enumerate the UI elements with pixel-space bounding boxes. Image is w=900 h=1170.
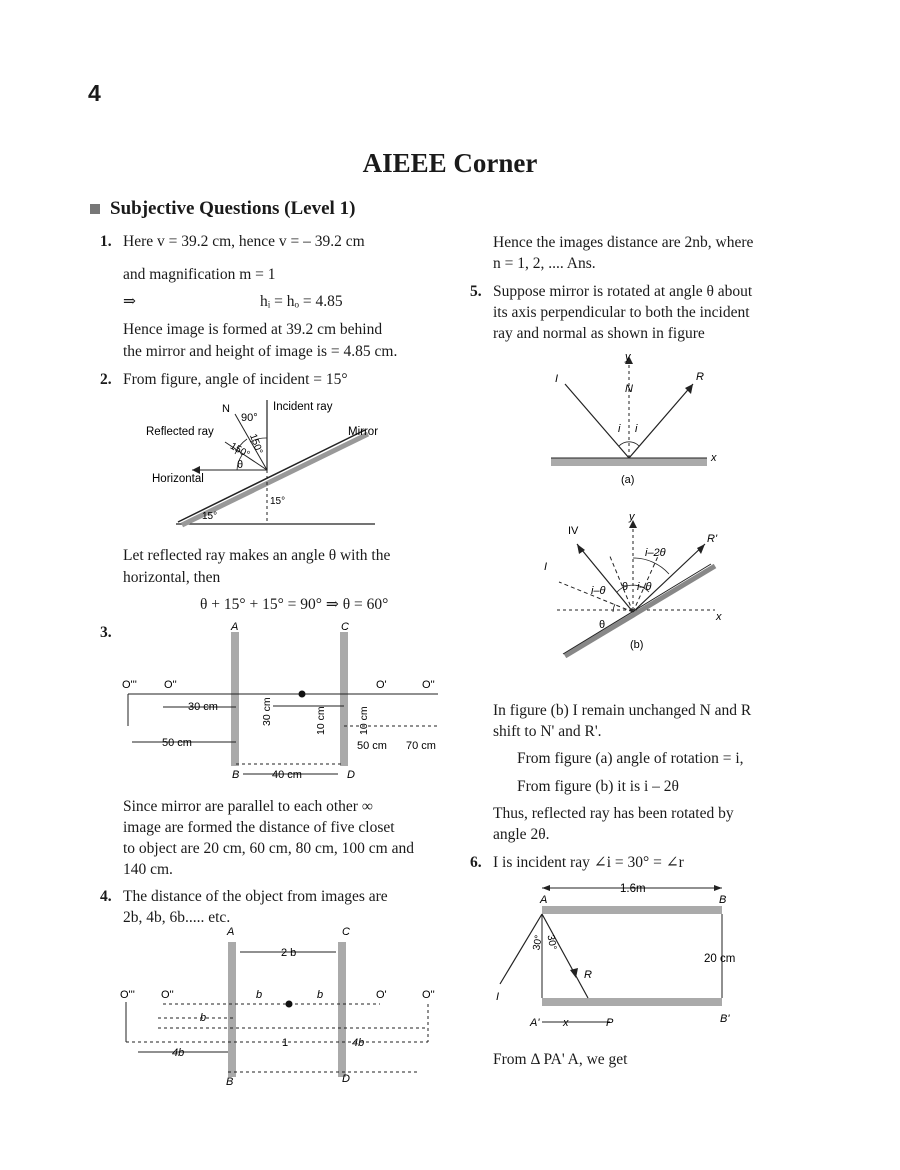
q5-line3: ray and normal as shown in figure [493,325,705,342]
mirror-ab [231,632,239,766]
label-horizontal: Horizontal [152,473,204,485]
q5-after4: From figure (b) it is i – 2θ [517,778,679,795]
label-15-top: 15° [270,496,286,507]
q2-equation: θ + 15° + 15° = 90° ⇒ θ = 60° [200,596,389,613]
q6-after: From Δ PA' A, we get [493,1051,628,1068]
label-itheta1: i–θ [591,585,606,597]
label-b-right: b [317,989,324,1001]
q6-line1: I is incident ray ∠i = 30° = ∠r [493,854,684,871]
label-reflected: Reflected ray [146,426,214,438]
label-r: R' [707,533,718,545]
reflected-ray [542,914,588,998]
q1-arrow: ⇒ [123,293,136,310]
ray-iv [577,544,633,612]
label-d: D [347,769,355,781]
q4-number: 4. [100,888,112,905]
label-p: P [606,1017,614,1029]
label-1: 1 [282,1037,289,1049]
q2-line1: From figure, angle of incident = 15° [123,371,348,388]
object-dot [299,691,306,698]
incident-ray [565,384,629,458]
q5-after3: From figure (a) angle of rotation = i, [517,750,744,767]
label-y: y [629,511,635,523]
q4-figure [118,922,445,1090]
label-2b: 2 b [281,947,297,959]
mirror-line [178,430,365,522]
arrow-left-icon [542,885,550,891]
label-i2theta: i–2θ [645,547,666,559]
q3-after4: 140 cm. [123,861,173,878]
label-n: N [222,403,230,415]
label-a: A [227,926,235,938]
label-v10a: 10 cm [315,706,327,735]
label-20cm: 20 cm [704,953,736,965]
q5-line2: its axis perpendicular to both the incident [493,304,750,321]
label-15-bottom: 15° [202,511,218,522]
label-30b: 30° [544,934,559,951]
label-itheta2: i–θ [637,581,652,593]
label-incident: Incident ray [273,401,333,413]
q4-line2: 2b, 4b, 6b..... etc. [123,909,231,926]
mirror-ab [228,942,236,1077]
q2-number: 2. [100,371,112,388]
label-i: I [496,991,500,1003]
q4-line1: The distance of the object from images are [123,888,388,905]
q6-figure [490,876,760,1036]
q5-after5: Thus, reflected ray has been rotated by [493,805,734,822]
label-i: I [544,561,548,573]
q2-after1: Let reflected ray makes an angle θ with the [123,547,391,564]
label-mirror: Mirror [348,426,379,438]
label-4b-left: 4b [172,1047,185,1059]
label-b-left: b [256,989,263,1001]
label-150b: 150° [228,440,252,461]
q1-line2: and magnification m = 1 [123,266,276,283]
q2-figure [140,392,390,532]
label-30cm: 30 cm [188,701,218,713]
label-r: R [584,969,592,981]
label-b: B [232,769,240,781]
cont-line2: n = 1, 2, .... Ans. [493,255,596,272]
label-theta-top: θ [622,581,629,593]
mirror-cd [338,942,346,1077]
q1-equation: hᵢ = hₒ = 4.85 [260,293,343,310]
q5-number: 5. [470,283,482,300]
q1-line4: Hence image is formed at 39.2 cm behind [123,321,383,338]
label-50r: 50 cm [357,740,387,752]
label-40cm: 40 cm [272,769,302,781]
label-x: x [563,1017,569,1029]
q3-after3: to object are 20 cm, 60 cm, 80 cm, 100 cm and [123,840,414,857]
label-v10b: 10 cm [358,706,370,735]
label-70r: 70 cm [406,740,436,752]
q1-number: 1. [100,233,112,250]
label-30a: 30° [531,934,545,952]
label-i: I [555,373,559,385]
q5-figure-b [535,508,735,658]
label-iv: IV [568,525,579,537]
label-ib: i [635,423,638,435]
q1-line5: the mirror and height of image is = 4.85 cm. [123,343,398,360]
label-x: x [711,452,717,464]
caption-b: (b) [630,639,644,651]
label-a-prime: A' [530,1017,540,1029]
label-c: C [341,621,349,633]
label-150a: 150° [246,432,265,456]
q2-after2: horizontal, then [123,569,221,586]
q5-after6: angle 2θ. [493,826,550,843]
q3-figure [118,616,445,784]
cont-line1: Hence the images distance are 2nb, where [493,234,754,251]
label-x: x [716,611,722,623]
section-heading [90,198,355,220]
label-v30: 30 cm [261,697,273,726]
label-d: D [342,1073,350,1085]
q5-line1: Suppose mirror is rotated at angle θ about [493,283,753,300]
label-c: C [342,926,350,938]
label-r: R [696,371,704,383]
label-o2r: O'' [422,989,435,1001]
label-b-lower: b [200,1012,207,1024]
label-90: 90° [241,412,258,424]
q3-after2: image are formed the distance of five closet [123,819,395,836]
arrow-r-icon [697,544,705,554]
label-theta: θ [237,459,244,471]
label-o1: O' [376,679,387,691]
q5-after2: shift to N' and R'. [493,723,602,740]
label-o1: O' [376,989,387,1001]
label-o2: O'' [164,679,177,691]
page-title: AIEEE Corner [362,148,538,178]
page-number: 4 [88,80,101,106]
label-o3: O''' [120,989,135,1001]
label-y: y [625,351,631,363]
label-o2r: O'' [422,679,435,691]
arrow-right-icon [714,885,722,891]
label-a: A [540,894,548,906]
mirror-top [542,906,722,914]
q3-after1: Since mirror are parallel to each other ∞ [123,798,373,815]
label-4b: 4b [352,1037,365,1049]
object-dot [286,1001,293,1008]
q5-after1: In figure (b) I remain unchanged N and R [493,702,752,719]
label-b: B [719,894,727,906]
label-o2: O'' [161,989,174,1001]
mirror-a [551,458,707,466]
section-title: Subjective Questions (Level 1) [110,198,356,219]
square-bullet-icon [90,204,100,214]
label-n: N [625,383,633,395]
label-o3: O''' [122,679,137,691]
q1-line1: Here v = 39.2 cm, hence v = – 39.2 cm [123,233,365,250]
q3-number: 3. [100,624,112,641]
q5-figure-a [545,346,725,488]
q6-number: 6. [470,854,482,871]
mirror-cd [340,632,348,766]
caption-a: (a) [621,474,635,486]
label-ia: i [618,423,621,435]
label-a: A [231,621,239,633]
mirror-bottom [542,998,722,1006]
label-1-6m: 1.6m [620,883,646,895]
arc-theta [613,604,615,612]
label-b: B [226,1076,234,1088]
label-50cm: 50 cm [162,737,192,749]
reflected-ray [629,384,693,458]
label-theta-bottom: θ [599,619,606,631]
label-b-prime: B' [720,1013,730,1025]
